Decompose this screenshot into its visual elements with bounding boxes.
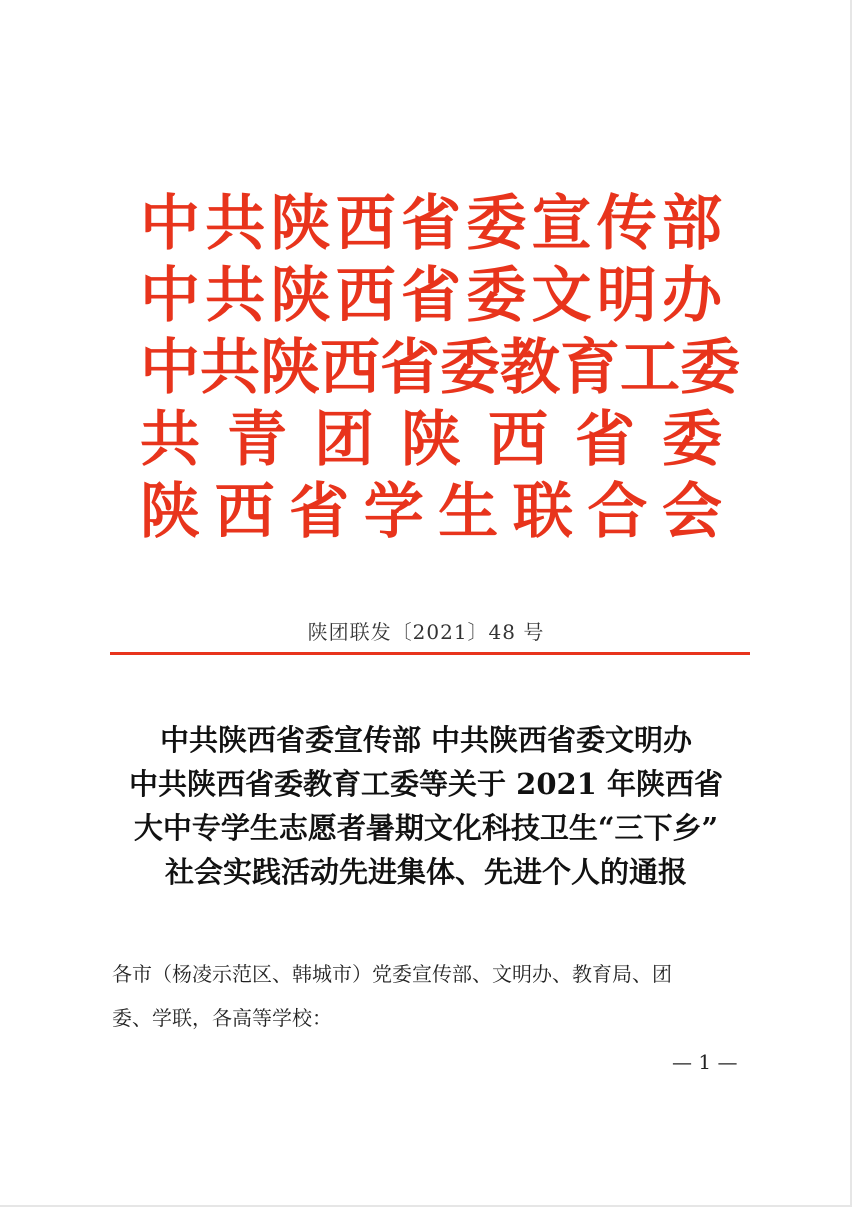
issuer-character: 陕 xyxy=(270,189,331,259)
issuer-character: 陕 xyxy=(260,333,320,403)
issuer-line xyxy=(140,404,722,476)
title-line: 中共陕西省委宣传部 中共陕西省委文明办 xyxy=(159,723,693,757)
document-title xyxy=(90,718,762,894)
issuer-character: 文 xyxy=(531,261,592,331)
issuer-character: 陕 xyxy=(140,477,200,547)
issuer-character: 中 xyxy=(140,189,200,259)
issuer-character: 中 xyxy=(140,261,200,331)
issuer-character: 育 xyxy=(560,333,620,403)
issuer-character: 委 xyxy=(440,333,500,403)
issuer-character: 省 xyxy=(401,261,461,331)
issuer-character: 委 xyxy=(662,405,722,475)
issuer-character: 明 xyxy=(596,261,657,331)
issuer-character: 省 xyxy=(289,477,350,547)
issuing-authorities xyxy=(140,188,740,548)
issuer-character: 传 xyxy=(596,189,657,259)
issuer-character: 陕 xyxy=(270,261,331,331)
issuer-character: 省 xyxy=(401,189,461,259)
issuer-character: 委 xyxy=(680,333,740,403)
issuer-character: 共 xyxy=(200,333,260,403)
issuer-character: 合 xyxy=(587,477,648,547)
issuer-line xyxy=(140,188,722,260)
issuer-line xyxy=(140,476,722,548)
issuer-character: 共 xyxy=(140,405,200,475)
issuer-character: 青 xyxy=(227,405,287,475)
issuer-character: 省 xyxy=(575,405,635,475)
issuer-character: 团 xyxy=(314,405,374,475)
issuer-character: 部 xyxy=(662,189,722,259)
title-line: 大中专学生志愿者暑期文化科技卫生“三下乡” xyxy=(133,811,719,845)
issuer-character: 学 xyxy=(363,477,424,547)
issuer-character: 西 xyxy=(488,405,548,475)
issuer-character: 联 xyxy=(512,477,573,547)
issuer-character: 西 xyxy=(320,333,380,403)
document-number: 陕团联发〔2021〕48 号 xyxy=(307,620,545,644)
issuer-character: 西 xyxy=(214,477,275,547)
issuer-character: 工 xyxy=(620,333,680,403)
issuer-character: 省 xyxy=(380,333,440,403)
title-line: 中共陕西省委教育工委等关于 2021 年陕西省 xyxy=(129,767,723,801)
salutation-line: 委、学联，各高等学校： xyxy=(112,1006,332,1030)
issuer-character: 办 xyxy=(662,261,722,331)
issuer-character: 共 xyxy=(205,189,266,259)
issuer-character: 陕 xyxy=(401,405,461,475)
red-divider xyxy=(110,652,750,655)
issuer-character: 教 xyxy=(500,333,560,403)
issuer-character: 生 xyxy=(438,477,499,547)
salutation xyxy=(112,952,752,1040)
issuer-character: 委 xyxy=(466,261,527,331)
title-line: 社会实践活动先进集体、先进个人的通报 xyxy=(164,855,687,889)
salutation-line: 各市（杨凌示范区、韩城市）党委宣传部、文明办、教育局、团 xyxy=(112,962,672,986)
issuer-line xyxy=(140,260,722,332)
issuer-line xyxy=(140,332,740,404)
issuer-character: 委 xyxy=(466,189,527,259)
issuer-character: 西 xyxy=(335,261,396,331)
issuer-character: 会 xyxy=(661,477,722,547)
issuer-character: 宣 xyxy=(531,189,592,259)
issuer-character: 共 xyxy=(205,261,266,331)
issuer-character: 中 xyxy=(140,333,200,403)
page-number: — 1 — xyxy=(672,1050,738,1074)
issuer-character: 西 xyxy=(335,189,396,259)
